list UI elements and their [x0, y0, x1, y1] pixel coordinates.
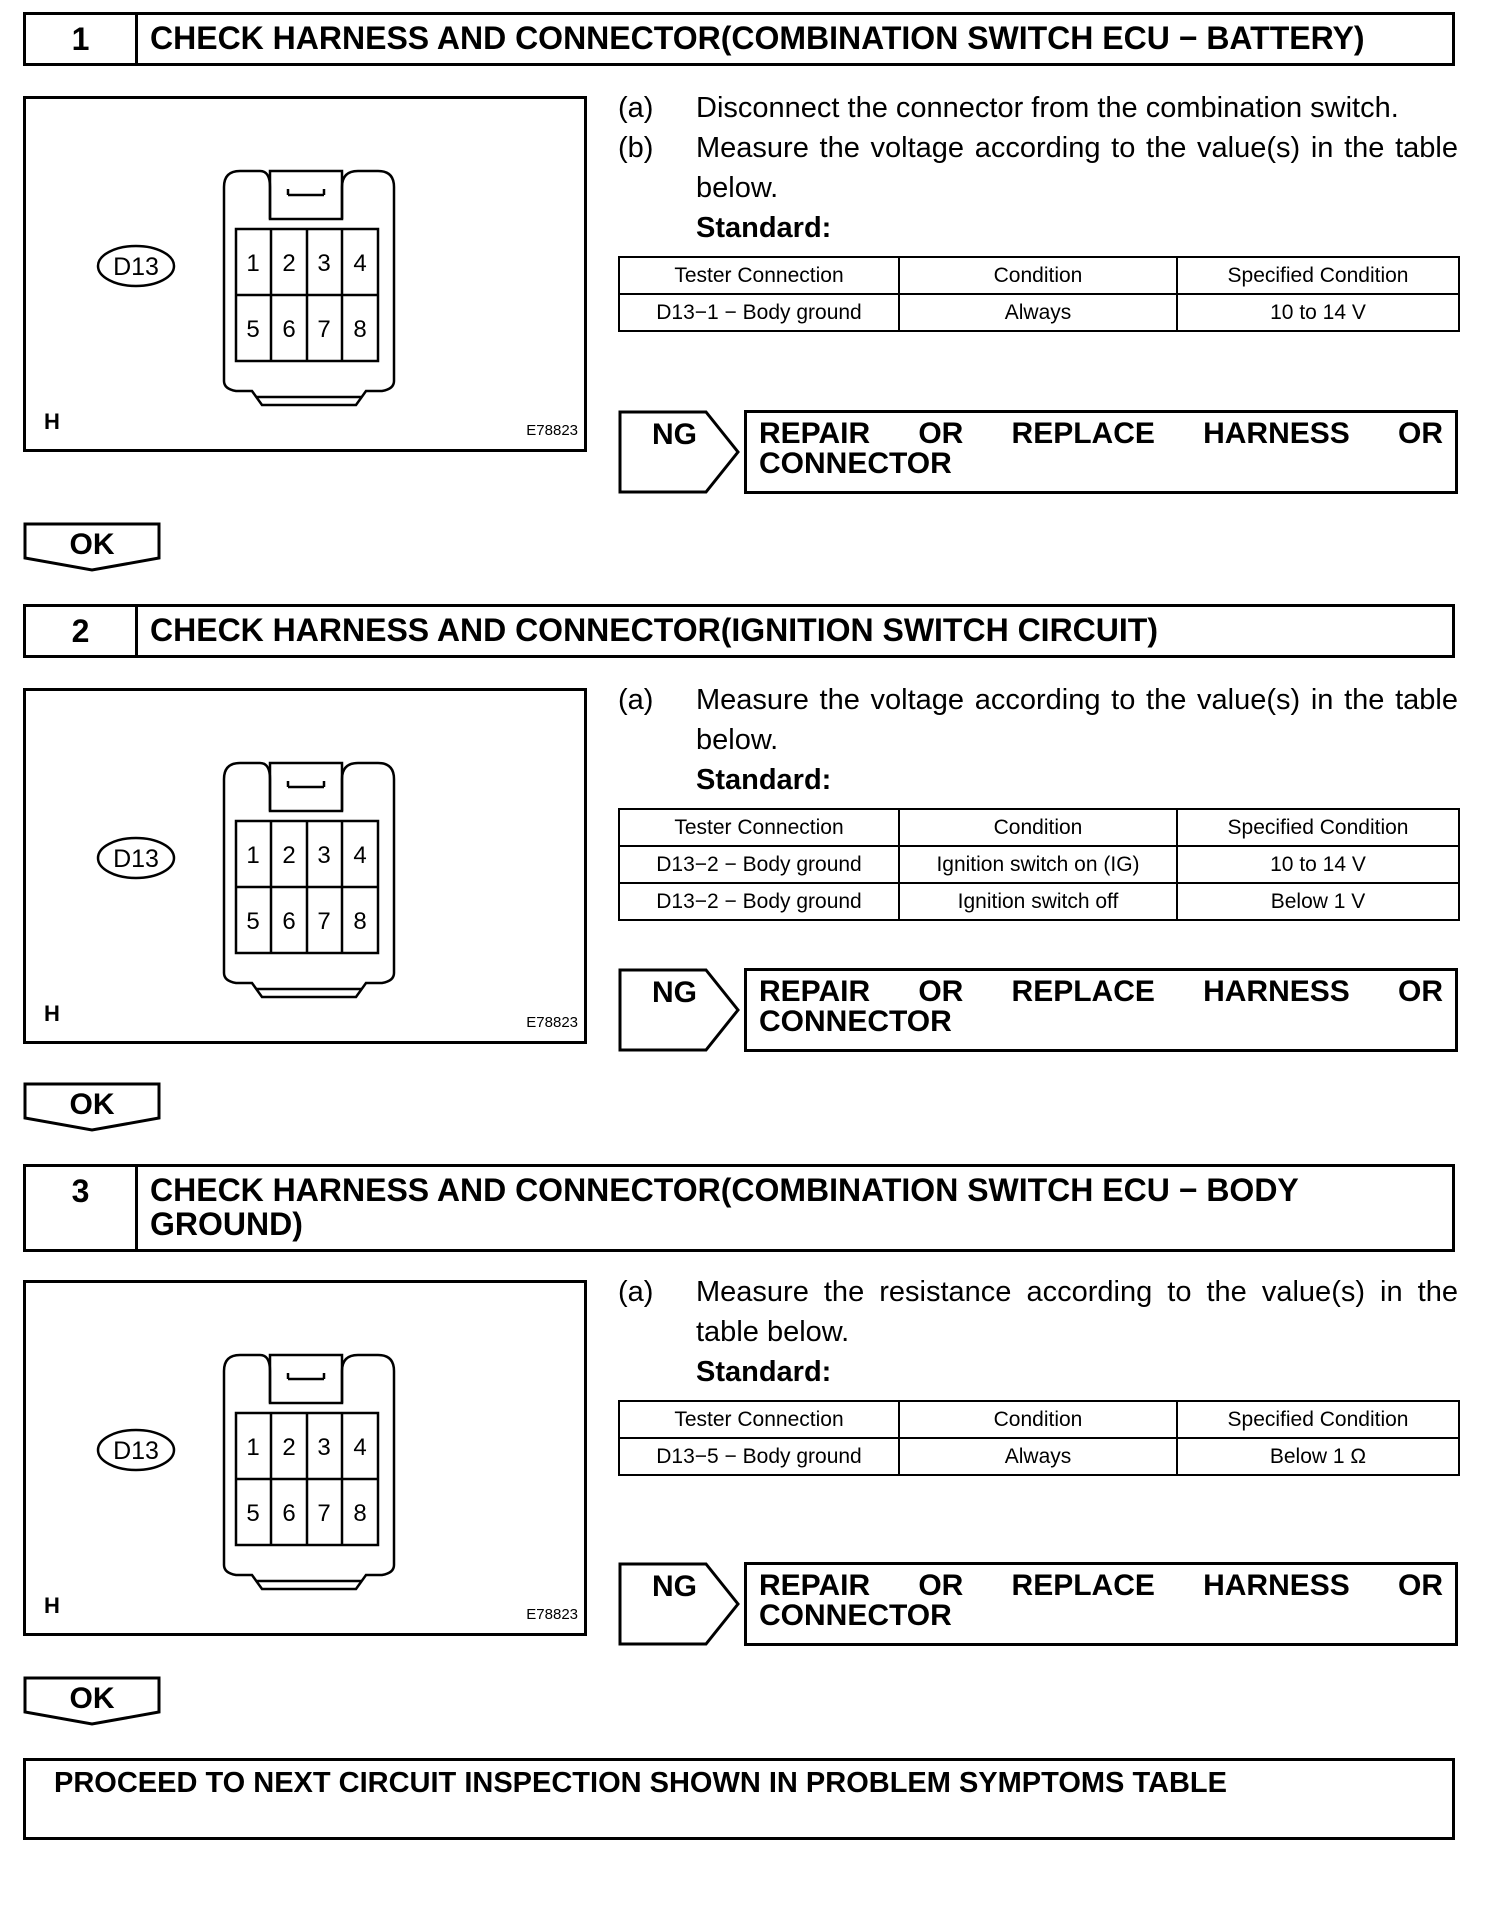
- pin-number: 7: [317, 908, 331, 935]
- action-word: CONNECTOR: [759, 1005, 952, 1038]
- table-cell: Below 1 V: [1177, 883, 1459, 920]
- table-cell: Ignition switch on (IG): [899, 846, 1177, 883]
- figure-code: E78823: [526, 422, 578, 439]
- figure-code: E78823: [526, 1014, 578, 1031]
- pin-number: 1: [246, 842, 260, 869]
- step-title: CHECK HARNESS AND CONNECTOR(IGNITION SWITCH CIRCUIT): [150, 612, 1158, 648]
- connector-housing: [98, 1355, 394, 1589]
- pin-number: 6: [282, 316, 296, 343]
- connector-label: D13: [113, 845, 159, 873]
- step-title: CHECK HARNESS AND CONNECTOR(COMBINATION SWITCH ECU − BODY GROUND): [150, 1172, 1299, 1242]
- ng-action: [744, 410, 1458, 494]
- table-cell: D13−5 − Body ground: [619, 1438, 899, 1475]
- connector-figure: [23, 1280, 587, 1636]
- action-word: REPLACE: [1011, 975, 1155, 1008]
- action-word: OR: [918, 417, 964, 450]
- action-word: HARNESS: [1203, 975, 1350, 1008]
- table-cell: D13−1 − Body ground: [619, 294, 899, 331]
- instruction-label: (a): [618, 684, 654, 716]
- pin-number: 4: [353, 250, 367, 277]
- pin-number: 8: [353, 1500, 367, 1527]
- spec-table: [618, 808, 1460, 921]
- table-header: Specified Condition: [1177, 809, 1459, 846]
- action-word: OR: [1398, 417, 1443, 450]
- connector-diagram: [26, 691, 584, 1041]
- action-word: CONNECTOR: [759, 447, 952, 480]
- ng-action: [744, 1562, 1458, 1646]
- action-word: REPAIR: [759, 975, 871, 1008]
- table-header-row: [619, 809, 1459, 846]
- step-number: 1: [26, 15, 138, 63]
- action-word: CONNECTOR: [759, 1599, 952, 1632]
- table-cell: D13−2 − Body ground: [619, 883, 899, 920]
- table-header: Condition: [899, 257, 1177, 294]
- table-cell: Ignition switch off: [899, 883, 1177, 920]
- final-text: PROCEED TO NEXT CIRCUIT INSPECTION SHOWN IN PROBLEM SYMPTOMS TABLE: [54, 1767, 1227, 1799]
- instruction-text: Disconnect the connector from the combination switch.: [696, 92, 1399, 124]
- pin-number: 8: [353, 316, 367, 343]
- step-number: 3: [26, 1167, 138, 1249]
- action-word: OR: [1398, 1569, 1443, 1602]
- spec-table: [618, 1400, 1460, 1476]
- action-word: HARNESS: [1203, 417, 1350, 450]
- instruction-text: Measure the voltage according to the value(s) in the table below.: [696, 684, 1458, 756]
- figure-corner-letter: H: [44, 1001, 60, 1026]
- step-3-header: [23, 1164, 1455, 1252]
- standard-label: Standard:: [696, 1356, 832, 1388]
- ng-branch: [618, 1562, 1458, 1646]
- instructions: [618, 680, 1458, 800]
- figure-corner-letter: H: [44, 1593, 60, 1618]
- step-1-header: [23, 12, 1455, 66]
- table-header: Specified Condition: [1177, 257, 1459, 294]
- connector-diagram: [26, 99, 584, 449]
- figure-corner-letter: H: [44, 409, 60, 434]
- action-word: HARNESS: [1203, 1569, 1350, 1602]
- connector-figure: [23, 96, 587, 452]
- table-header: Tester Connection: [619, 1401, 899, 1438]
- pin-number: 8: [353, 908, 367, 935]
- instruction-label: (a): [618, 92, 654, 124]
- connector-housing: [98, 171, 394, 405]
- table-row: [619, 294, 1459, 331]
- connector-housing: [98, 763, 394, 997]
- spec-table: [618, 256, 1460, 332]
- table-cell: Always: [899, 1438, 1177, 1475]
- ng-label: NG: [652, 1570, 697, 1603]
- connector-figure: [23, 688, 587, 1044]
- ok-branch: [23, 1676, 161, 1726]
- ng-branch: [618, 968, 1458, 1052]
- pin-number: 2: [282, 842, 296, 869]
- connector-label: D13: [113, 253, 159, 281]
- table-cell: 10 to 14 V: [1177, 846, 1459, 883]
- ng-action: [744, 968, 1458, 1052]
- connector-label: D13: [113, 1437, 159, 1465]
- instruction-text: Measure the voltage according to the value(s) in the table below.: [696, 132, 1458, 204]
- pin-number: 6: [282, 908, 296, 935]
- table-header: Tester Connection: [619, 809, 899, 846]
- figure-code: E78823: [526, 1606, 578, 1623]
- pin-number: 5: [246, 1500, 260, 1527]
- pin-number: 7: [317, 1500, 331, 1527]
- standard-label: Standard:: [696, 764, 832, 796]
- instruction-text: Measure the resistance according to the value(s) in the table below.: [696, 1276, 1458, 1348]
- pin-number: 3: [317, 1434, 331, 1461]
- table-header: Specified Condition: [1177, 1401, 1459, 1438]
- ng-label: NG: [652, 418, 697, 451]
- pin-number: 3: [317, 842, 331, 869]
- action-word: REPLACE: [1011, 417, 1155, 450]
- step-2-header: [23, 604, 1455, 658]
- table-row: [619, 846, 1459, 883]
- pin-number: 2: [282, 1434, 296, 1461]
- instruction-label: (b): [618, 132, 654, 164]
- instructions: [618, 88, 1458, 248]
- connector-diagram: [26, 1283, 584, 1633]
- table-cell: D13−2 − Body ground: [619, 846, 899, 883]
- table-header-row: [619, 257, 1459, 294]
- table-cell: Below 1 Ω: [1177, 1438, 1459, 1475]
- ng-label: NG: [652, 976, 697, 1009]
- instruction-label: (a): [618, 1276, 654, 1308]
- table-cell: Always: [899, 294, 1177, 331]
- table-header: Condition: [899, 1401, 1177, 1438]
- pin-number: 5: [246, 316, 260, 343]
- ok-label: OK: [69, 1682, 115, 1715]
- pin-number: 1: [246, 1434, 260, 1461]
- ok-label: OK: [69, 1088, 115, 1121]
- pin-number: 4: [353, 842, 367, 869]
- table-row: [619, 1438, 1459, 1475]
- pin-number: 1: [246, 250, 260, 277]
- action-word: OR: [1398, 975, 1443, 1008]
- action-word: REPLACE: [1011, 1569, 1155, 1602]
- ng-branch: [618, 410, 1458, 494]
- standard-label: Standard:: [696, 212, 832, 244]
- table-header-row: [619, 1401, 1459, 1438]
- pin-number: 4: [353, 1434, 367, 1461]
- pin-number: 2: [282, 250, 296, 277]
- pin-number: 5: [246, 908, 260, 935]
- action-word: OR: [918, 1569, 964, 1602]
- ok-branch: [23, 1082, 161, 1132]
- pin-number: 6: [282, 1500, 296, 1527]
- step-number: 2: [26, 607, 138, 655]
- table-cell: 10 to 14 V: [1177, 294, 1459, 331]
- ok-branch: [23, 522, 161, 572]
- pin-number: 7: [317, 316, 331, 343]
- final-instruction: [23, 1758, 1455, 1840]
- step-title: CHECK HARNESS AND CONNECTOR(COMBINATION SWITCH ECU − BATTERY): [150, 20, 1365, 56]
- pin-number: 3: [317, 250, 331, 277]
- ok-label: OK: [69, 528, 115, 561]
- instructions: [618, 1272, 1458, 1392]
- action-word: REPAIR: [759, 1569, 871, 1602]
- action-word: OR: [918, 975, 964, 1008]
- action-word: REPAIR: [759, 417, 871, 450]
- table-header: Condition: [899, 809, 1177, 846]
- table-header: Tester Connection: [619, 257, 899, 294]
- table-row: [619, 883, 1459, 920]
